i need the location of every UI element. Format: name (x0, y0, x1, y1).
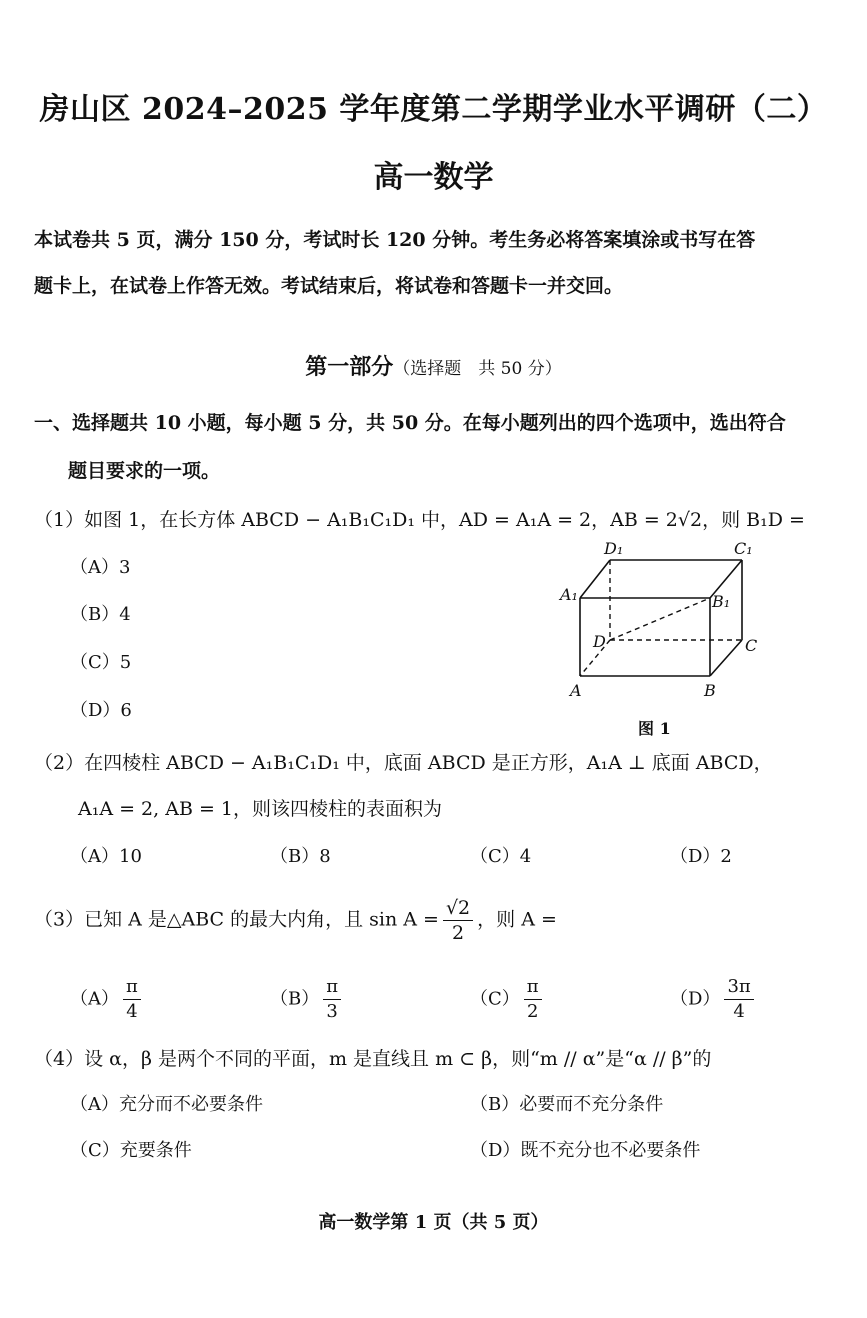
q3-stem-fraction (443, 896, 473, 945)
exam-subtitle: 高一数学 (373, 160, 494, 195)
intro-line-1: 本试卷共 5 页，满分 150 分，考试时长 120 分钟。考生务必将答案填涂或书写在答 (34, 229, 756, 251)
q3-frac-den: 2 (452, 922, 465, 944)
q3-option-a (70, 975, 145, 1024)
q3-option-d-fraction (724, 975, 753, 1024)
q3-option-c-num: π (524, 975, 542, 1000)
q3-option-b-den: 3 (326, 1001, 338, 1022)
edge-a1-d1 (580, 560, 610, 598)
label-a1: A₁ (560, 585, 578, 604)
q3-option-d-num: 3π (724, 975, 753, 1000)
q3-frac-num: √2 (443, 896, 473, 921)
part-title: 第一部分 (305, 354, 394, 380)
page-footer: 高一数学第 1 页（共 5 页） (318, 1212, 549, 1233)
q3-option-a-fraction (123, 975, 141, 1024)
label-c: C (745, 636, 758, 655)
q3-option-d (670, 975, 758, 1024)
q4-option-b: （B）必要而不充分条件 (470, 1094, 664, 1115)
q3-stem-pre: （3）已知 A 是△ABC 的最大内角，且 sin A = (34, 908, 439, 931)
q3-option-c-label: （C） (470, 988, 520, 1010)
q3-option-c (470, 975, 546, 1024)
q2-option-a: （A）10 (70, 846, 142, 867)
q3-option-c-den: 2 (526, 1001, 539, 1022)
q4-option-a: （A）充分而不必要条件 (70, 1094, 263, 1115)
q3-option-d-label: （D） (670, 988, 721, 1010)
part-note: （选择题 共 50 分） (393, 359, 562, 379)
intro-line-2: 题卡上，在试卷上作答无效。考试结束后，将试卷和答题卡一并交回。 (34, 275, 624, 297)
q3-option-a-label: （A） (70, 988, 119, 1010)
q1-stem: （1）如图 1，在长方体 ABCD − A₁B₁C₁D₁ 中，AD = A₁A = 2，AB = 2√2，则 B₁D = (34, 509, 805, 531)
section-instruction-line-2: 题目要求的一项。 (68, 460, 221, 482)
q3-option-d-den: 4 (733, 1001, 745, 1022)
q3-option-c-fraction (524, 975, 542, 1024)
exam-title: 房山区 2024–2025 学年度第二学期学业水平调研（二） (39, 92, 828, 127)
q3-option-b-fraction (323, 975, 341, 1024)
q3-option-b-num: π (323, 975, 341, 1000)
q3-option-a-den: 4 (126, 1001, 138, 1022)
q4-option-d: （D）既不充分也不必要条件 (470, 1140, 701, 1161)
q4-option-c: （C）充要条件 (70, 1140, 192, 1161)
label-a: A (570, 681, 582, 700)
edge-b-c (710, 640, 742, 676)
q3-stem-post: ，则 A = (477, 908, 557, 931)
q3-stem (34, 896, 557, 945)
label-b1: B₁ (712, 592, 731, 611)
label-c1: C₁ (734, 539, 753, 558)
label-d1: D₁ (604, 539, 624, 558)
q2-option-d: （D）2 (670, 846, 732, 867)
q1-option-c: （C）5 (70, 652, 132, 673)
q2-stem-line-1: （2）在四棱柱 ABCD − A₁B₁C₁D₁ 中，底面 ABCD 是正方形，A₁A ⊥ 底面 ABCD， (34, 752, 773, 774)
q4-stem: （4）设 α，β 是两个不同的平面，m 是直线且 m ⊂ β，则“m // α”是“α // β”的 (34, 1048, 712, 1070)
q3-option-b (270, 975, 345, 1024)
part-heading (0, 350, 867, 381)
q1-option-b: （B）4 (70, 604, 131, 625)
q3-option-b-label: （B） (270, 988, 320, 1010)
q3-option-a-num: π (123, 975, 141, 1000)
diagonal-d-b1 (610, 598, 710, 640)
section-instruction-line-1: 一、选择题共 10 小题，每小题 5 分，共 50 分。在每小题列出的四个选项中，选出符合 (34, 412, 786, 434)
figure-1-cuboid (548, 530, 768, 745)
label-d: D (593, 632, 606, 651)
q1-option-d: （D）6 (70, 700, 132, 721)
q2-option-c: （C）4 (470, 846, 532, 867)
label-b: B (704, 681, 716, 700)
q2-option-b: （B）8 (270, 846, 331, 867)
q1-option-a: （A）3 (70, 557, 131, 578)
q2-stem-line-2: A₁A = 2, AB = 1，则该四棱柱的表面积为 (78, 798, 442, 820)
figure-1-caption: 图 1 (638, 719, 671, 738)
